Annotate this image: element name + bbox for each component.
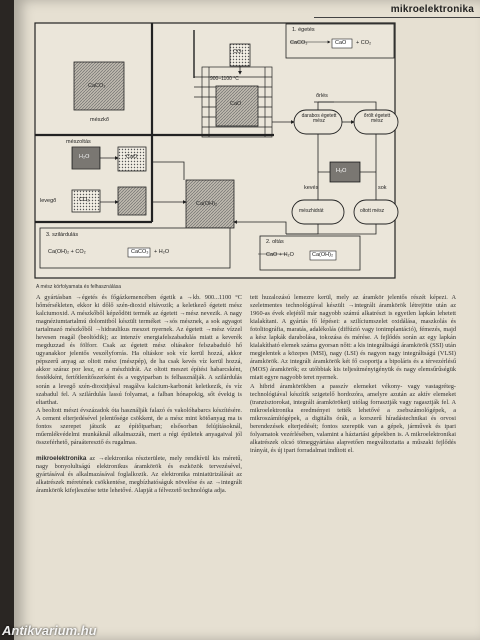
step1-eq-reactant: CaCO₃ <box>290 40 308 46</box>
keves-label: kevés <box>304 185 319 191</box>
figure-caption: A mész körfolyamata és felhasználása <box>36 284 122 290</box>
watermark: Antikvarium.hu <box>2 623 97 638</box>
paragraph: A beoltott mészt évszázadok óta használják falazó és vakolóhabarcs készítésére. A cement elterjedésével jelentősége csökkent, de a mész mint kötőanyag ma is fontos szerepet játszik az építőiparban; elsősorban felújításoknál, műemlékvédelmi munkáknál alkalmazzák, mert a régi épületek anyagaival jól összeférhető, páraáteresztő és rugalmas. <box>36 406 242 446</box>
step1-label: 1. égetés <box>292 27 315 33</box>
levego-label: levegő <box>40 198 57 204</box>
kiln-co2-label: CO₂ <box>233 49 244 55</box>
step2-label: 2. oltás <box>266 239 284 245</box>
co2-left-label: CO₂ <box>79 197 90 203</box>
diagram-lines <box>34 22 404 292</box>
entry-heading: mikroelektronika <box>36 454 87 462</box>
h2o-left-label: H₂O <box>79 154 90 160</box>
paragraph: tett huzalozású lemezre kerül, mely az áramkör jelentős részét képezi. A szeletmentes technológiával készült →integrált áramkörök létrejötte után az 1960-as évek elejétől már nagyobb számú alkatrészt is egyetlen lapkán lehetett kialakítani. A gyártás fő lépései: a szilíciumszelet oxidálása, maszkolás és fotolitográfia, maratás, adalékolás (diffúzió vagy ionimplantáció), fémezés, majd a kész lapkák darabolása, tokozása és mérése. A fejlődés során az egy lapkán kialakítható elemek száma gyorsan nőtt: a kis integráltságú áramkörök (SSI) után megjelentek a közepes (MSI), nagy (LSI) és nagyon nagy integráltságú (VLSI) áramkörök. Az integrált áramkörök két fő csoportja a bipoláris és a térvezérlésű (MOS) áramkörök; ez utóbbiak kis teljesítményigényük és nagy elemsűrűségük miatt egyre nagyobb teret nyernek. <box>250 294 456 382</box>
book-page <box>14 0 480 640</box>
step3-label: 3. szilárdulás <box>46 232 79 238</box>
lime-cycle-diagram <box>34 22 404 292</box>
h2o-center-label: H₂O <box>336 168 347 174</box>
running-head: mikroelektronika <box>390 4 474 15</box>
caoh2-block-label: Ca(OH)₂ <box>196 201 218 207</box>
paragraph: A hibrid áramkörökben a passzív elemeket vékony- vagy vastagréteg-technológiával készítik szigetelő hordozóra, amelyre azután az aktív elemeket (tranzisztorokat, integrált áramköröket) utólag forrasztják vagy ragasztják fel. A mikroelektronika eredményei tették lehetővé a zsebszámológépek, a mikroszámítógépek, a digitális órák, a korszerű híradástechnikai és orvosi berendezések elterjedését; fontos szerepük van a gépek, járművek és ipari folyamatok vezérlésében, valamint a háztartási gépekben is. A mikroelektronikai alkatrészek olcsó tömeggyártása alapvetően megváltoztatta a műszaki fejlődés irányát, és új ipari forradalmat indított el. <box>250 382 456 454</box>
step1-eq-product: CaO <box>335 40 347 46</box>
step3-eq-reactants: Ca(OH)₂ + CO₂ <box>48 249 86 255</box>
entry-mikroelektronika <box>36 455 242 495</box>
caco3-block-label: CaCO₃ <box>88 83 106 89</box>
step3-eq-product: CaCO₃ <box>131 249 149 255</box>
paragraph: A gyártásban →égetés és főgázkemencében égetik a →kb. 900...1100 °C hőmérsékleten, ekkor ki dőlő szén-dioxid eltávozik; a keletkező égetett mész kalciumoxid. A mészkőből képződött termék az égetett →mész nevezik. A nagy magnéziumtartalmú dolomitból készült terméket →sós mésznek, a sok agyagot tartalmazó mészkőből →hidraulikus meszet nyernek. Az égetett →mész vízzel hevesen reagál (beoltódik); az intenzív energiafelszabadulás miatt a keverék megduzzad és fölforr. Csak az égetett mész oltásakor felszabaduló hő ugyanakkor jelentős veszélyforrás. Ha oltáskor sok víz kerül hozzá, akkor pépszerű anyag az oltott mész (mészpép), de ha csak kevés víz kerül hozzá, akkor száraz por lesz, ez a mészhidrát. Az oltott meszet építési habarcsként, festékként, fertőtlenítőszerként és a vegyiparban is felhasználják. A szilárdulás során a levegő szén-dioxidjával reagálva kalcium-karbonát keletkezik, és víz szabadul fel. A szilárdulás lassú folyamat, a falban hónapokig, sőt évekig is eltarthat. <box>36 294 242 406</box>
meszoltas-label: mészoltás <box>66 139 91 145</box>
right-text-column <box>250 294 456 455</box>
orolt-label: őrölt égetett mész <box>363 113 391 124</box>
meszko-label: mészkő <box>90 117 109 123</box>
step2-eq-product: Ca(OH)₂ <box>312 252 334 258</box>
step2-eq-reactants: CaO + H₂O <box>266 252 294 258</box>
header-rule <box>314 17 480 18</box>
darabos-label: darabos égetett mész <box>301 113 337 124</box>
step3-eq-water: + H₂O <box>154 249 170 255</box>
step1-eq-gas: + CO₂ <box>356 40 372 46</box>
cao-left-label: CaO <box>126 154 138 160</box>
entry-text: az →elektronika részterülete, mely rendkívül kis méretű, nagy bonyolultságú elektronikus áramkörök és eszközök tervezésével, gyártásával és alkalmazásával foglalkozik. Az elektronika miniatürizálását az alkatrészek méretének csökkentése, megbízhatóságuk növelése és az →integrált áramkörök kifejlesztése tette lehetővé. Alapját a félvezető technológia adja. <box>36 454 243 495</box>
sok-label: sok <box>378 185 387 191</box>
orles-label: őrlés <box>316 93 328 99</box>
kiln-cao-label: CaO <box>230 101 242 107</box>
kiln-temperature: 900–1100 °C <box>210 76 239 82</box>
meszhidrat-label: mészhidrát <box>299 208 324 214</box>
oltott-mesz-label: oltott mész <box>360 208 385 214</box>
left-text-column <box>36 294 242 495</box>
